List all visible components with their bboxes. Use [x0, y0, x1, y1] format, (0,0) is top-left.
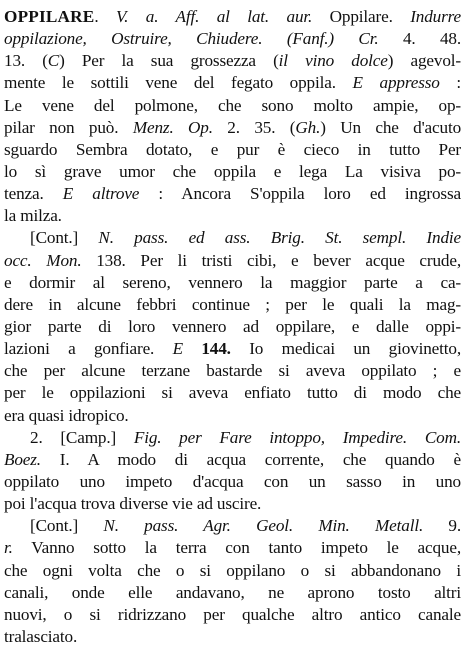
text-line	[4, 537, 461, 559]
italic-run: E	[172, 339, 183, 359]
text-run: tralasciato.	[4, 626, 78, 646]
italic-run: Gh.	[295, 117, 321, 137]
bold-run: 144.	[182, 339, 231, 359]
text-run: per le oppilazioni si aveva enfiato tutto di modo che	[4, 383, 461, 403]
text-line	[4, 95, 461, 117]
italic-run: Indurre	[410, 7, 461, 26]
text-line	[4, 360, 461, 382]
text-run: : Ancora S'oppila loro ed ingrossa	[139, 184, 461, 204]
text-line	[4, 338, 461, 360]
text-line	[4, 382, 461, 404]
text-line	[4, 449, 461, 471]
italic-run: C	[47, 51, 60, 71]
text-run: :	[439, 73, 461, 93]
text-run: lo sì grave umor che oppila e lega La visiva po-	[4, 161, 461, 181]
italic-run: Menz. Op.	[132, 117, 213, 137]
text-run: che ogni volta che o si oppilano o si abbandonano i	[4, 560, 461, 580]
text-run: canali, onde elle andavano, ne aprono tosto altri	[4, 582, 461, 602]
italic-run: N. pass. ed ass. Brig. St. sempl. Indie	[98, 228, 461, 248]
text-line	[4, 72, 461, 94]
text-line	[4, 139, 461, 161]
text-line	[4, 117, 461, 139]
text-line	[4, 560, 461, 582]
italic-run: Boez.	[4, 449, 41, 469]
text-run: era quasi idropico.	[4, 405, 129, 425]
text-run: [Cont.]	[30, 516, 104, 536]
text-run: Vanno sotto la terra con tanto impeto le acque,	[12, 538, 461, 558]
text-line	[4, 427, 461, 449]
text-run: poi l'acqua trova diverse vie ad uscire.	[4, 494, 262, 514]
text-line	[4, 50, 461, 72]
text-line	[4, 405, 461, 427]
text-run: gior parte di loro vennero ad oppilare, e dalle oppi-	[4, 316, 461, 336]
text-run: mente le sottili vene del fegato oppila.	[4, 73, 353, 93]
text-run: 4. 48.	[378, 29, 461, 49]
text-run: sguardo Sembra dotato, e pur è cieco in tutto Per	[4, 139, 461, 159]
entry-headword: OPPILARE	[4, 7, 95, 26]
text-line	[4, 316, 461, 338]
text-run: 2. [Camp.]	[30, 427, 134, 447]
text-run: che per alcune terzane bastarde si aveva oppilato ; e	[4, 361, 461, 381]
text-line	[4, 250, 461, 272]
italic-run: oppilazione, Ostruire, Chiudere. (Fanf.) Cr.	[4, 29, 379, 49]
italic-run: il vino dolce	[278, 51, 388, 71]
dictionary-entry-oppilare	[4, 6, 461, 648]
text-run: I. A modo di acqua corrente, che quando è	[40, 449, 461, 469]
text-run: oppilato uno impeto d'acqua con un sasso in uno	[4, 471, 461, 491]
text-line	[4, 626, 461, 648]
italic-run: E altrove	[62, 184, 140, 204]
text-line	[4, 205, 461, 227]
text-run: dere in alcune febbri continue ; per le quali la mag-	[4, 294, 461, 314]
text-line	[4, 183, 461, 205]
text-line	[4, 272, 461, 294]
text-run: pilar non può.	[4, 117, 133, 137]
text-line	[4, 28, 461, 50]
text-run: lazioni a gonfiare.	[4, 339, 173, 359]
italic-run: r.	[4, 538, 13, 558]
text-line	[4, 6, 461, 28]
text-line	[4, 294, 461, 316]
text-run: nuovi, o si ridrizzano per qualche altro antico canale	[4, 604, 461, 624]
italic-run: N. pass. Agr. Geol. Min. Metall.	[103, 516, 424, 536]
text-run: Le vene del polmone, che sono molto ampie, op-	[4, 95, 461, 115]
text-run: la milza.	[4, 206, 62, 226]
italic-run: E appresso	[352, 73, 440, 93]
text-line	[4, 493, 461, 515]
text-line	[4, 471, 461, 493]
text-run: 138. Per li tristi cibi, e bever acque crude,	[81, 250, 461, 270]
italic-run: V. a. Aff. al lat. aur.	[116, 7, 313, 26]
text-run: 2. 35. (	[212, 117, 296, 137]
text-run: ) Per la sua grossezza (	[59, 51, 279, 71]
text-run: 13. (	[4, 51, 48, 71]
text-run: Io medicai un giovinetto,	[230, 339, 461, 359]
text-run: e dormir al sereno, vennero la maggior parte a ca-	[4, 272, 461, 292]
italic-run: occ. Mon.	[4, 250, 82, 270]
italic-run: Fig. per Fare intoppo, Impedire. Com.	[133, 427, 461, 447]
text-line	[4, 161, 461, 183]
text-run: tenza.	[4, 184, 63, 204]
text-line	[4, 604, 461, 626]
text-line	[4, 582, 461, 604]
text-run: ) Un che d'acuto	[320, 117, 461, 137]
text-run: [Cont.]	[30, 228, 99, 248]
text-line	[4, 227, 461, 249]
text-line	[4, 515, 461, 537]
text-run: .	[94, 7, 117, 26]
text-run: ) agevol-	[387, 51, 461, 71]
text-run: Oppilare.	[312, 7, 411, 26]
text-run: 9.	[423, 516, 461, 536]
